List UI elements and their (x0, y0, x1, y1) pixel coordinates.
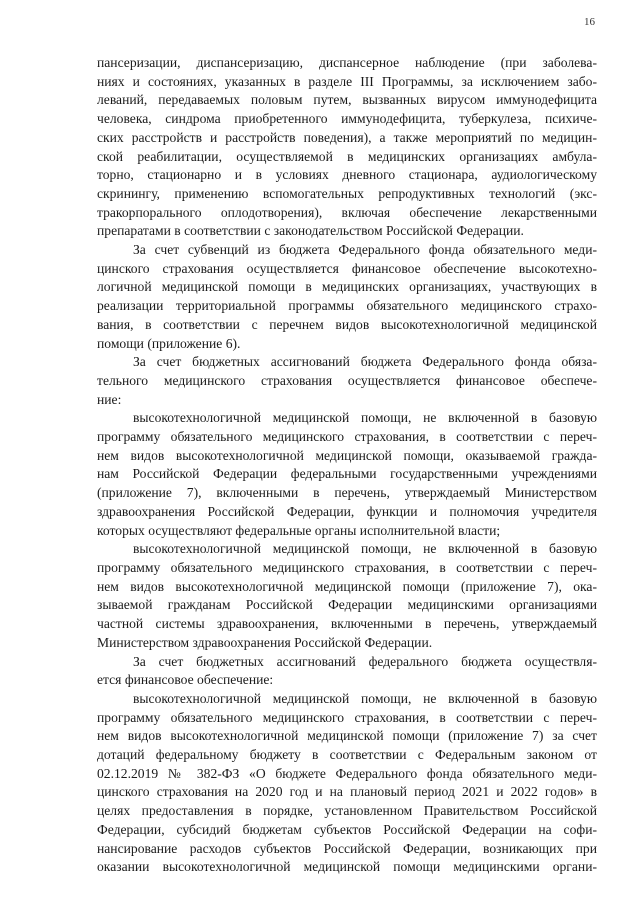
text-line: 02.12.2019 № 382-ФЗ «О бюджете Федерального фонда обязательного меди- (97, 765, 597, 781)
text-line: целях предоставления в порядке, установленном Правительством Российской (97, 803, 597, 819)
text-line: вания, в соответствии с перечнем видов высокотехнологичной медицинской (97, 316, 597, 332)
text-line: пансеризации, диспансеризацию, диспансерное наблюдение (при заболева- (97, 55, 597, 70)
text-line: нем видов высокотехнологичной медицинской помощи, оказываемой гражда- (97, 447, 597, 463)
text-line: которых осуществляют федеральные органы исполнительной власти; (97, 522, 501, 538)
text-line: высокотехнологичной медицинской помощи, не включенной в базовую (133, 541, 597, 557)
text-line: нем видов высокотехнологичной медицинской помощи (приложение 7), ока- (97, 578, 597, 594)
text-line: высокотехнологичной медицинской помощи, не включенной в базовую (133, 690, 597, 706)
text-line: ется финансовое обеспечение: (97, 672, 274, 688)
text-line: нам Российской Федерации федеральными государственными учреждениями (97, 466, 597, 482)
text-line: За счет субвенций из бюджета Федерального фонда обязательного меди- (133, 242, 597, 258)
text-line: ской реабилитации, осуществляемой в медицинских организациях амбула- (97, 148, 597, 164)
text-line: тракорпорального оплодотворения), включая обеспечение лекарственными (97, 204, 597, 220)
text-line: леваний, передаваемых половым путем, вызванных вирусом иммунодефицита (97, 92, 597, 108)
text-line: высокотехнологичной медицинской помощи, не включенной в базовую (133, 410, 597, 426)
text-line: дотаций федеральному бюджету в соответствии с Федеральным законом от (97, 747, 597, 763)
text-line: Федерации, субсидий бюджетам субъектов Российской Федерации на софи- (97, 821, 597, 837)
text-line: нем видов высокотехнологичной медицинской помощи (приложение 7) за счет (97, 728, 597, 744)
page-number: 16 (584, 16, 595, 28)
text-line: человека, синдрома приобретенного иммунодефицита, туберкулеза, психиче- (97, 111, 597, 127)
text-line: зываемой гражданам Российской Федерации медицинскими организациями (97, 597, 597, 613)
text-line: логичной медицинской помощи в медицинских организациях, участвующих в (97, 279, 597, 295)
text-line: (приложение 7), включенными в перечень, утверждаемый Министерством (97, 485, 597, 501)
text-line: программу обязательного медицинского страхования, в соответствии с переч- (97, 709, 597, 725)
text-line: ских расстройств и расстройств поведения), а также мероприятий по медицин- (97, 129, 597, 145)
text-line: За счет бюджетных ассигнований бюджета Федерального фонда обяза- (133, 354, 597, 370)
text-line: За счет бюджетных ассигнований федерального бюджета осуществля- (133, 653, 597, 669)
text-line: программу обязательного медицинского страхования, в соответствии с переч- (97, 429, 597, 445)
text-line: помощи (приложение 6). (97, 335, 241, 351)
text-line: цинского страхования на 2020 год и на плановый период 2021 и 2022 годов» в (97, 784, 597, 800)
text-line: ниях и состояниях, указанных в разделе III Программы, за исключением забо- (97, 73, 597, 89)
text-line: торно, стационарно и в условиях дневного стационара, аудиологическому (97, 167, 597, 183)
text-line: тельного медицинского страхования осуществляется финансовое обеспече- (97, 372, 597, 388)
text-line: реализации территориальной программы обязательного медицинского страхо- (97, 298, 597, 314)
text-line: частной системы здравоохранения, включенными в перечень, утверждаемый (97, 616, 597, 632)
document-body (97, 54, 597, 877)
text-line: скринингу, применению вспомогательных репродуктивных технологий (экс- (97, 185, 597, 201)
text-line: программу обязательного медицинского страхования, в соответствии с переч- (97, 559, 597, 575)
text-line: цинского страхования осуществляется финансовое обеспечение высокотехно- (97, 260, 597, 276)
text-line: нансирование расходов субъектов Российской Федерации, возникающих при (97, 840, 597, 856)
text-line: ние: (97, 391, 122, 407)
text-line: здравоохранения Российской Федерации, функции и полномочия учредителя (97, 503, 597, 519)
text-line: препаратами в соответствии с законодательством Российской Федерации. (97, 223, 524, 239)
text-line: оказании высокотехнологичной медицинской помощи медицинскими органи- (97, 859, 597, 875)
text-line: Министерством здравоохранения Российской Федерации. (97, 634, 433, 650)
